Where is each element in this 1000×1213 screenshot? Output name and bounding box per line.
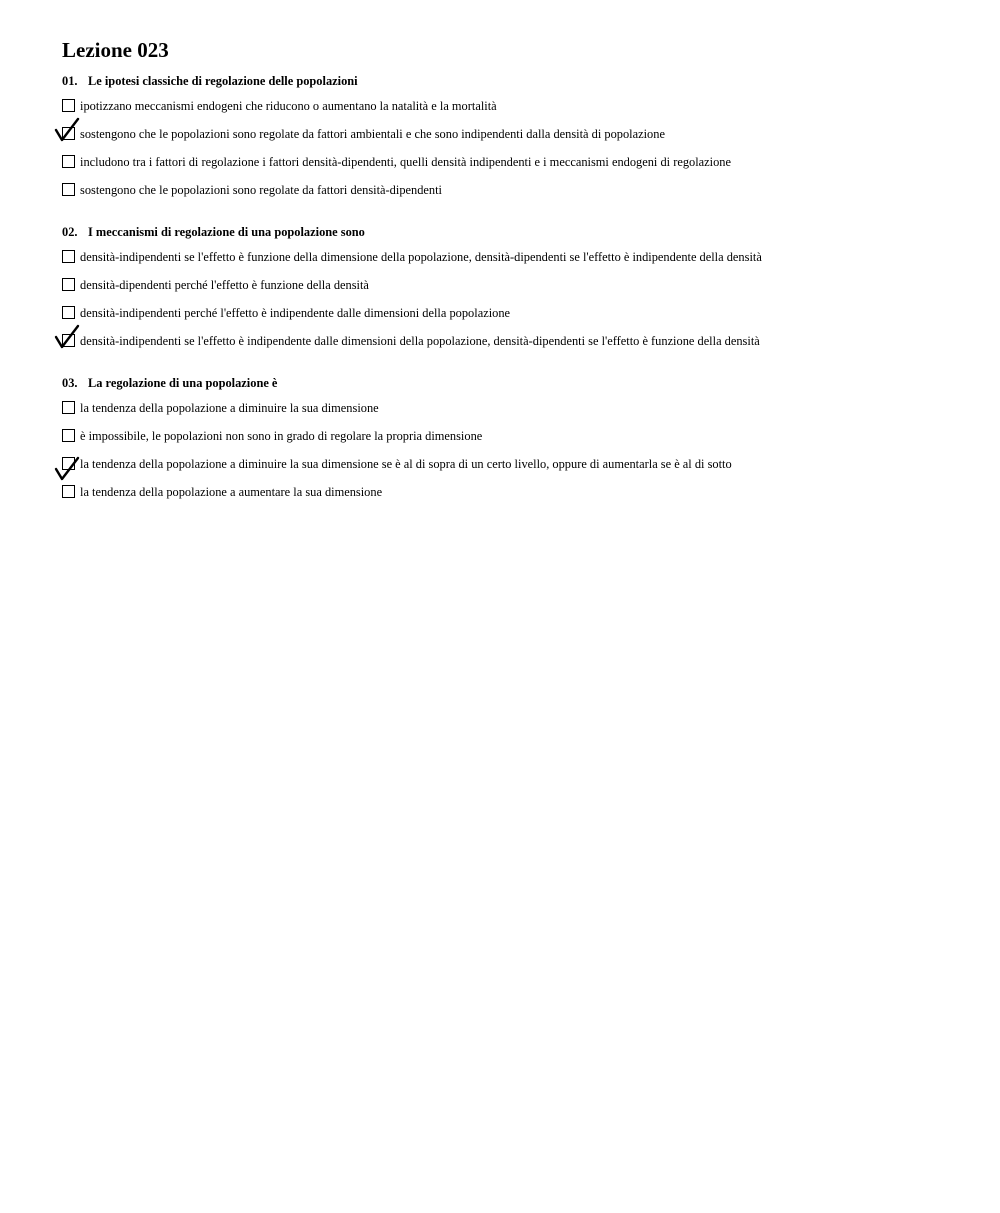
answer-text: densità-dipendenti perché l'effetto è funzione della densità — [80, 278, 369, 292]
question-heading — [62, 375, 962, 391]
answer-checkbox[interactable] — [62, 401, 75, 414]
answer-option[interactable] — [62, 99, 962, 127]
question-text: I meccanismi di regolazione di una popolazione sono — [88, 225, 365, 239]
question-03 — [62, 375, 962, 513]
answer-text: densità-indipendenti perché l'effetto è indipendente dalle dimensioni della popolazione — [80, 306, 511, 320]
answer-text: la tendenza della popolazione a diminuire la sua dimensione — [80, 401, 379, 415]
document-page — [62, 36, 962, 526]
checkmark-icon — [54, 116, 80, 144]
answer-text: la tendenza della popolazione a aumentare la sua dimensione — [80, 485, 383, 499]
answer-option[interactable] — [62, 278, 962, 306]
answer-option[interactable] — [62, 183, 962, 211]
answer-option[interactable] — [62, 485, 962, 513]
page-title: Lezione 023 — [62, 38, 169, 62]
answer-option[interactable] — [62, 457, 962, 485]
answer-option[interactable] — [62, 306, 962, 334]
answer-checkbox[interactable] — [62, 306, 75, 319]
answer-checkbox[interactable] — [62, 99, 75, 112]
answer-text: sostengono che le popolazioni sono regolate da fattori densità-dipendenti — [80, 183, 442, 197]
answer-text: è impossibile, le popolazioni non sono in grado di regolare la propria dimensione — [80, 429, 483, 443]
answer-option[interactable] — [62, 429, 962, 457]
question-heading — [62, 224, 962, 240]
answer-text: ipotizzano meccanismi endogeni che riducono o aumentano la natalità e la mortalità — [80, 99, 497, 113]
question-text: La regolazione di una popolazione è — [88, 376, 278, 390]
answer-checkbox[interactable] — [62, 429, 75, 442]
answer-checkbox[interactable] — [62, 183, 75, 196]
answer-checkbox[interactable] — [62, 278, 75, 291]
question-02 — [62, 224, 962, 362]
answer-option[interactable] — [62, 401, 962, 429]
checkmark-icon — [54, 323, 80, 351]
answer-checkbox[interactable] — [62, 155, 75, 168]
answer-checkbox[interactable] — [62, 250, 75, 263]
question-number: 01. — [62, 74, 78, 88]
answer-text: sostengono che le popolazioni sono regolate da fattori ambientali e che sono indipendenti dalla densità di popolazione — [80, 127, 665, 141]
answer-option[interactable] — [62, 334, 962, 362]
answer-option[interactable] — [62, 250, 962, 278]
answer-text: densità-indipendenti se l'effetto è funzione della dimensione della popolazione, densità-dipendenti se l'effetto è indipendente della densità — [80, 250, 762, 264]
checkmark-icon — [54, 455, 80, 483]
question-number: 02. — [62, 225, 78, 239]
question-number: 03. — [62, 376, 78, 390]
answer-checkbox[interactable] — [62, 485, 75, 498]
question-text: Le ipotesi classiche di regolazione delle popolazioni — [88, 74, 358, 88]
question-heading — [62, 73, 962, 89]
question-01 — [62, 73, 962, 211]
answer-option[interactable] — [62, 155, 962, 183]
answer-text: densità-indipendenti se l'effetto è indipendente dalle dimensioni della popolazione, densità-dipendenti se l'effetto è funzione della densità — [80, 334, 760, 348]
answer-text: includono tra i fattori di regolazione i fattori densità-dipendenti, quelli densità indipendenti e i meccanismi endogeni di regolazione — [80, 155, 731, 169]
answer-text: la tendenza della popolazione a diminuire la sua dimensione se è al di sopra di un certo livello, oppure di aumentarla se è al di sotto — [80, 457, 732, 471]
answer-option[interactable] — [62, 127, 962, 155]
